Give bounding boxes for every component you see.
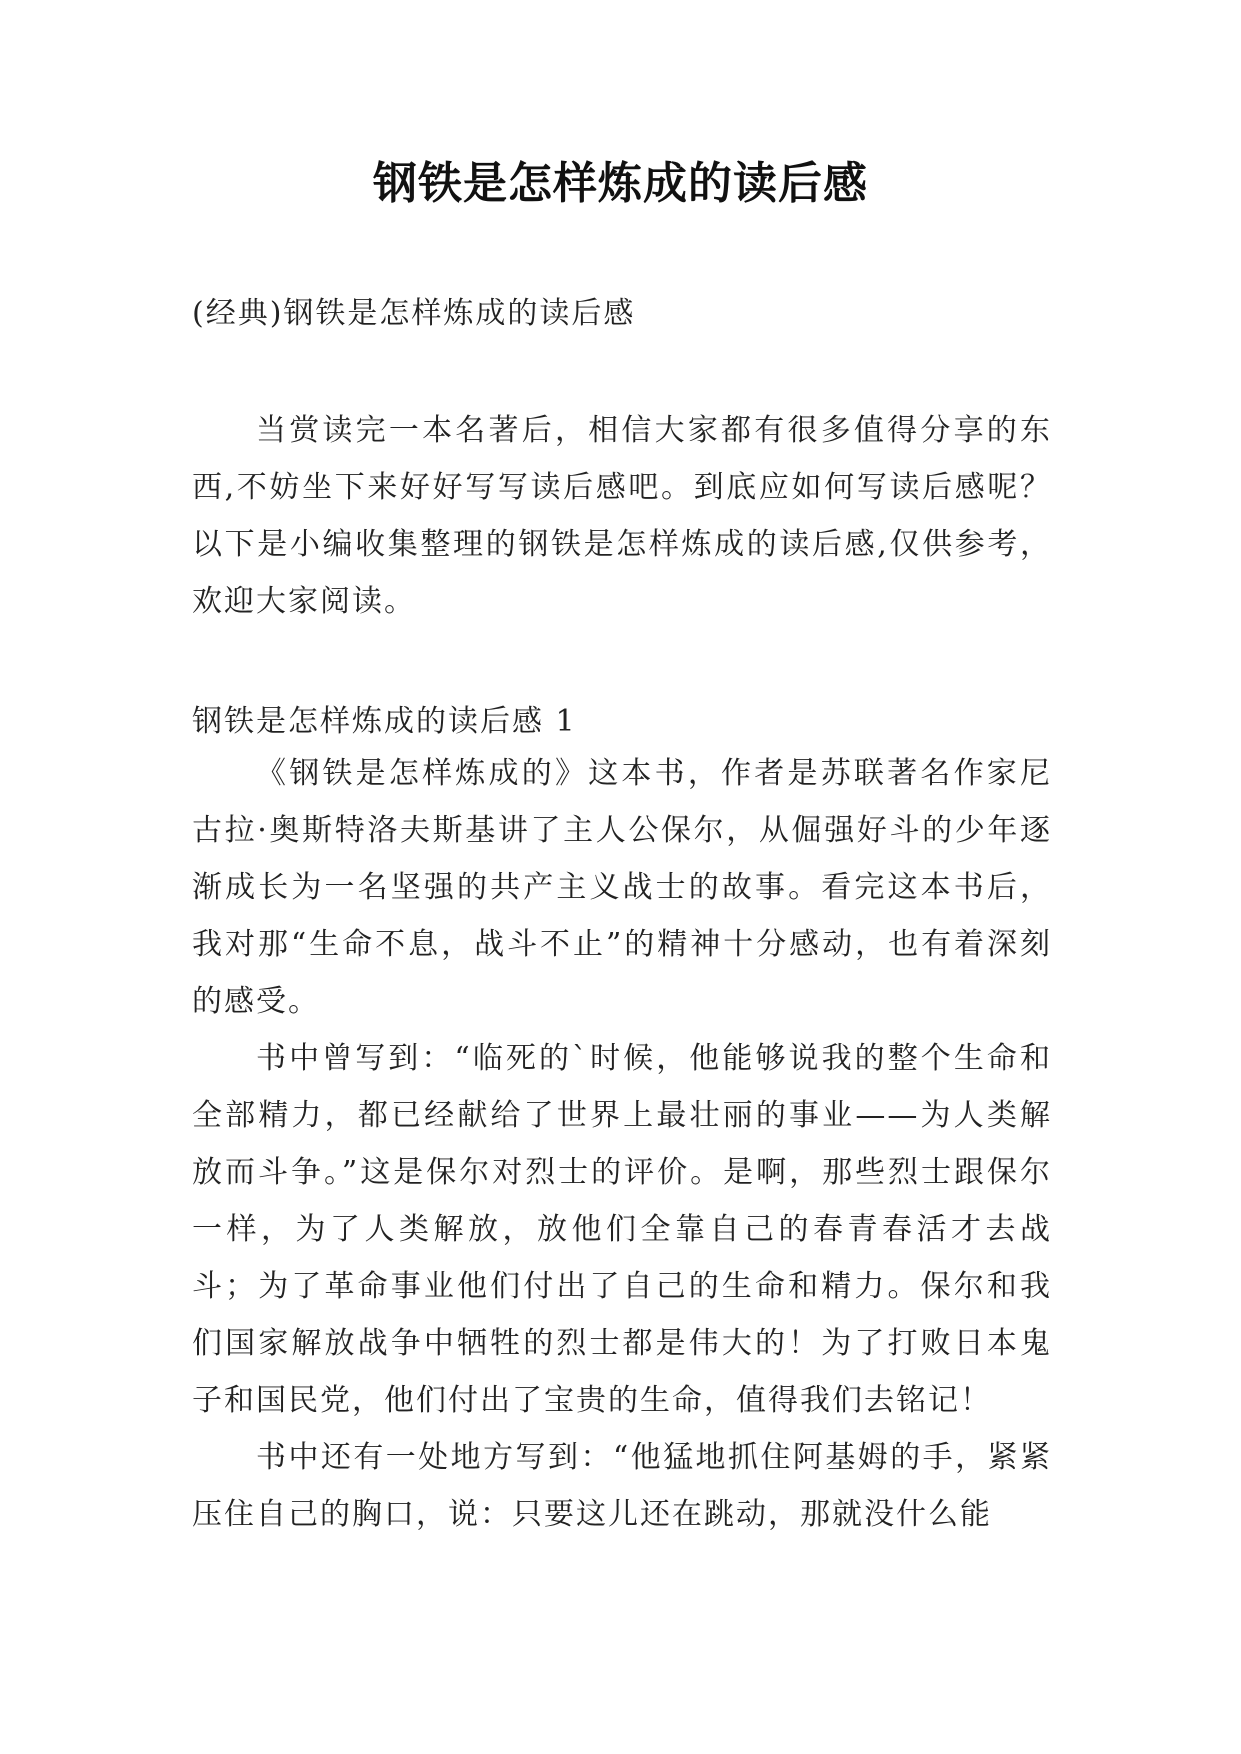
document-title: 钢铁是怎样炼成的读后感 [373,158,868,209]
section-body [192,745,1052,1543]
section-heading: 钢铁是怎样炼成的读后感 1 [192,704,577,739]
intro-paragraph: 当赏读完一本名著后，相信大家都有很多值得分享的东西,不妨坐下来好好写写读后感吧。到底应如何写读后感呢？以下是小编收集整理的钢铁是怎样炼成的读后感,仅供参考，欢迎大家阅读。 [192,413,1052,619]
body-paragraph: 《钢铁是怎样炼成的》这本书，作者是苏联著名作家尼古拉·奥斯特洛夫斯基讲了主人公保尔，从倔强好斗的少年逐渐成长为一名坚强的共产主义战士的故事。看完这本书后，我对那“生命不息，战斗不止”的精神十分感动，也有着深刻的感受。 [192,756,1052,1019]
body-paragraph: 书中还有一处地方写到：“他猛地抓住阿基姆的手，紧紧压住自己的胸口，说：只要这儿还在跳动，那就没什么能 [192,1440,1052,1532]
body-paragraph: 书中曾写到：“临死的`时候，他能够说我的整个生命和全部精力，都已经献给了世界上最壮丽的事业——为人类解放而斗争。”这是保尔对烈士的评价。是啊，那些烈士跟保尔一样，为了人类解放，放他们全靠自己的春青春活才去战斗；为了革命事业他们付出了自己的生命和精力。保尔和我们国家解放战争中牺牲的烈士都是伟大的！为了打败日本鬼子和国民党，他们付出了宝贵的生命，值得我们去铭记！ [192,1041,1052,1418]
document-subtitle: (经典)钢铁是怎样炼成的读后感 [192,296,636,331]
